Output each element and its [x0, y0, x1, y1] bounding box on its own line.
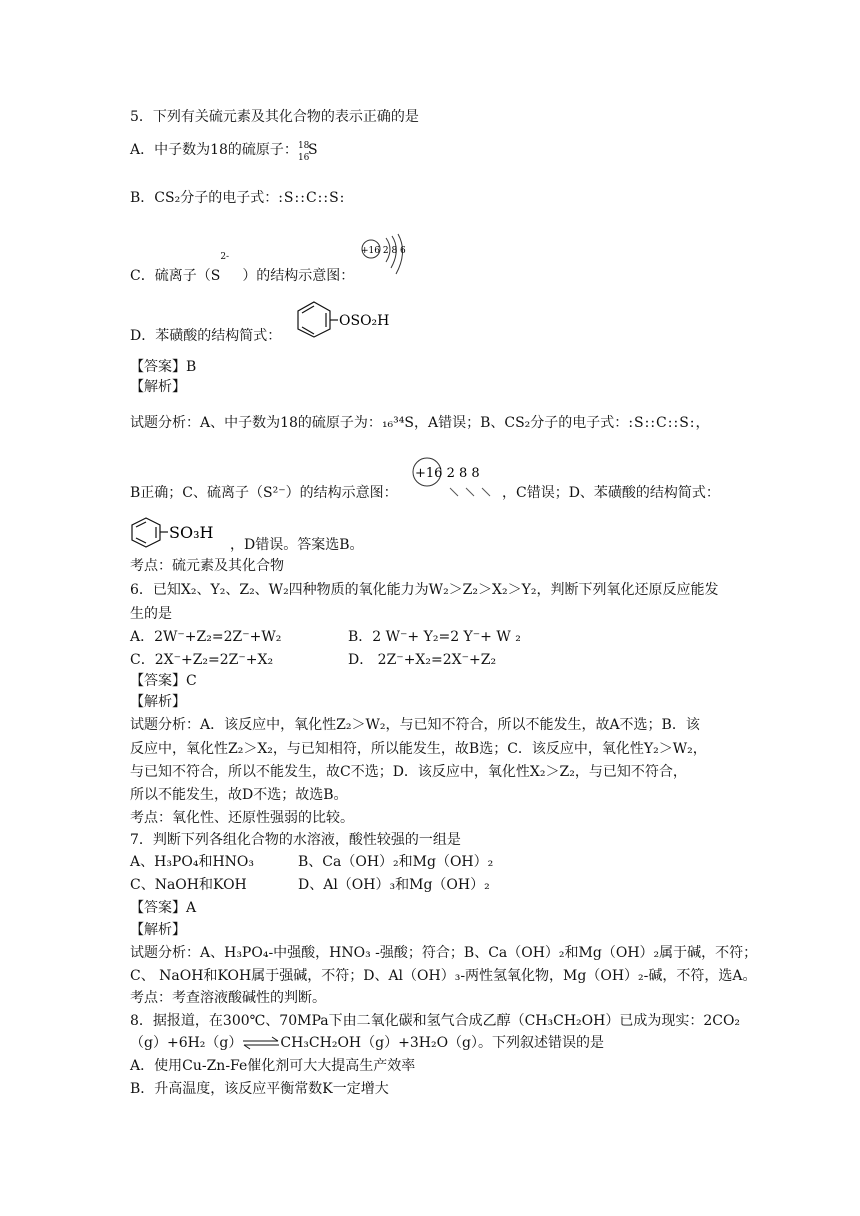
q8-stem-line2-b: CH₃CH₂OH（g）+3H₂O（g）。下列叙述错误的是	[280, 1035, 605, 1051]
q7-option-d: D、Al（OH）₃和Mg（OH）₂	[298, 877, 490, 893]
q7-option-b: B、Ca（OH）₂和Mg（OH）₂	[298, 854, 494, 870]
q5-analysis-line1-b: ，A错误；B、CS₂分子的电子式：	[413, 415, 629, 431]
q7-stem: 7．判断下列各组化合物的水溶液，酸性较强的一组是	[130, 832, 461, 848]
q5-analysis-benzene-group: SO₃H	[169, 523, 214, 542]
q5-analysis-line3: ，D错误。答案选B。	[230, 537, 364, 553]
q5-analysis-line1-end: ，	[695, 415, 710, 431]
q7-analysis-tag: 【解析】	[130, 922, 186, 938]
q8-option-b: B．升高温度，该反应平衡常数K一定增大	[130, 1081, 389, 1097]
q5-analysis-ion-diagram	[410, 456, 502, 500]
q6-option-d: D． 2Z⁻+X₂=2X⁻+Z₂	[348, 652, 497, 668]
q5-option-c	[130, 252, 355, 285]
q6-analysis-line1: 试题分析：A．该反应中，氧化性Z₂＞W₂，与已知不符合，所以不能发生，故A不选；B．该	[130, 717, 700, 733]
q6-stem-line2: 生的是	[130, 606, 172, 622]
q5-isotope-z: 16	[297, 153, 310, 163]
q5-option-b	[130, 189, 345, 207]
q6-analysis-tag: 【解析】	[130, 694, 186, 710]
q5-option-a	[130, 141, 318, 163]
q8-stem-line2	[130, 1034, 604, 1052]
q5-option-d: D．苯磺酸的结构简式：	[130, 328, 282, 344]
q5-answer: 【答案】B	[130, 359, 197, 375]
q7-answer: 【答案】A	[130, 900, 197, 916]
q5-option-c-ion-diagram	[360, 232, 410, 278]
q6-option-c: C．2X⁻+Z₂=2Z⁻+X₂	[130, 652, 274, 668]
q5-option-b-formula: :S::C::S:	[278, 190, 346, 206]
q5-option-a-text: A．中子数为18的硫原子：	[130, 142, 298, 158]
q6-analysis-line4: 所以不能发生，故D不选；故选B。	[130, 787, 348, 803]
q5-option-c-charge: 2-	[220, 252, 230, 262]
q5-isotope-mass: 18	[297, 141, 310, 151]
q6-option-a: A．2W⁻+Z₂=2Z⁻+W₂	[130, 629, 282, 645]
equilibrium-arrow-icon	[242, 1036, 280, 1050]
q8-stem-line1: 8．据报道，在300℃、70MPa下由二氧化碳和氢气合成乙醇（CH₃CH₂OH）已成为现实：2CO₂	[130, 1013, 741, 1029]
q5-option-d-group: OSO₂H	[339, 313, 390, 329]
q7-option-c: C、NaOH和KOH	[130, 877, 247, 893]
q5-analysis-diagram-label: +16 2 8 8	[415, 466, 480, 481]
q5-option-c-text-b: ）的结构示意图：	[242, 268, 355, 284]
q5-option-d-benzene-structure	[290, 299, 390, 339]
q5-analysis-benzene-structure	[128, 516, 228, 550]
q5-analysis-line1-a: 试题分析：A、中子数为18的硫原子为：	[130, 415, 382, 431]
q5-option-c-text-a: C．硫离子（S	[130, 268, 221, 284]
q5-isotope-symbol: S	[307, 142, 318, 158]
q5-kaodian: 考点：硫元素及其化合物	[130, 558, 284, 574]
q5-option-c-diagram-label: +16 2 8 6	[361, 246, 406, 256]
q7-analysis-line1: 试题分析：A、H₃PO₄-中强酸，HNO₃ -强酸；符合；B、Ca（OH）₂和Mg（OH）₂属于碱，不符；	[130, 945, 758, 961]
q6-analysis-line2: 反应中，氧化性Z₂＞X₂，与已知相符，所以能发生，故B选；C．该反应中，氧化性Y₂＞W₂，	[130, 741, 707, 757]
q8-option-a: A．使用Cu-Zn-Fe催化剂可大大提高生产效率	[130, 1058, 416, 1074]
q5-option-b-text: B．CS₂分子的电子式：	[130, 190, 279, 206]
q6-stem-line1: 6．已知X₂、Y₂、Z₂、W₂四种物质的氧化能力为W₂＞Z₂＞X₂＞Y₂，判断下列氧化还原反应能发	[130, 582, 719, 598]
q6-answer: 【答案】C	[130, 673, 197, 689]
q5-analysis-tag: 【解析】	[130, 379, 186, 395]
q7-analysis-line2: C、 NaOH和KOH属于强碱，不符；D、Al（OH）₃-两性氢氧化物，Mg（OH）₂-碱，不符，选A。	[130, 968, 757, 984]
q5-analysis-line2-a: B正确；C、硫离子（S²⁻）的结构示意图：	[130, 485, 398, 501]
q6-option-b: B．2 W⁻+ Y₂=2 Y⁻+ W ₂	[348, 629, 521, 645]
q5-analysis-line1	[130, 414, 710, 432]
q5-analysis-formula: :S::C::S:	[628, 415, 696, 431]
q5-analysis-line2-end: ，C错误；D、苯磺酸的结构简式：	[502, 485, 720, 501]
q6-kaodian: 考点：氧化性、还原性强弱的比较。	[130, 810, 354, 826]
q8-stem-line2-a: （g）+6H₂（g）	[130, 1035, 243, 1051]
q5-analysis-isotope: ₁₆³⁴S	[381, 415, 414, 431]
q5-stem: 5．下列有关硫元素及其化合物的表示正确的是	[130, 109, 419, 125]
q6-analysis-line3: 与已知不符合，所以不能发生，故C不选；D．该反应中，氧化性X₂＞Z₂，与已知不符合，	[130, 764, 687, 780]
q7-kaodian: 考点：考查溶液酸碱性的判断。	[130, 990, 326, 1006]
q7-option-a: A、H₃PO₄和HNO₃	[130, 854, 254, 870]
